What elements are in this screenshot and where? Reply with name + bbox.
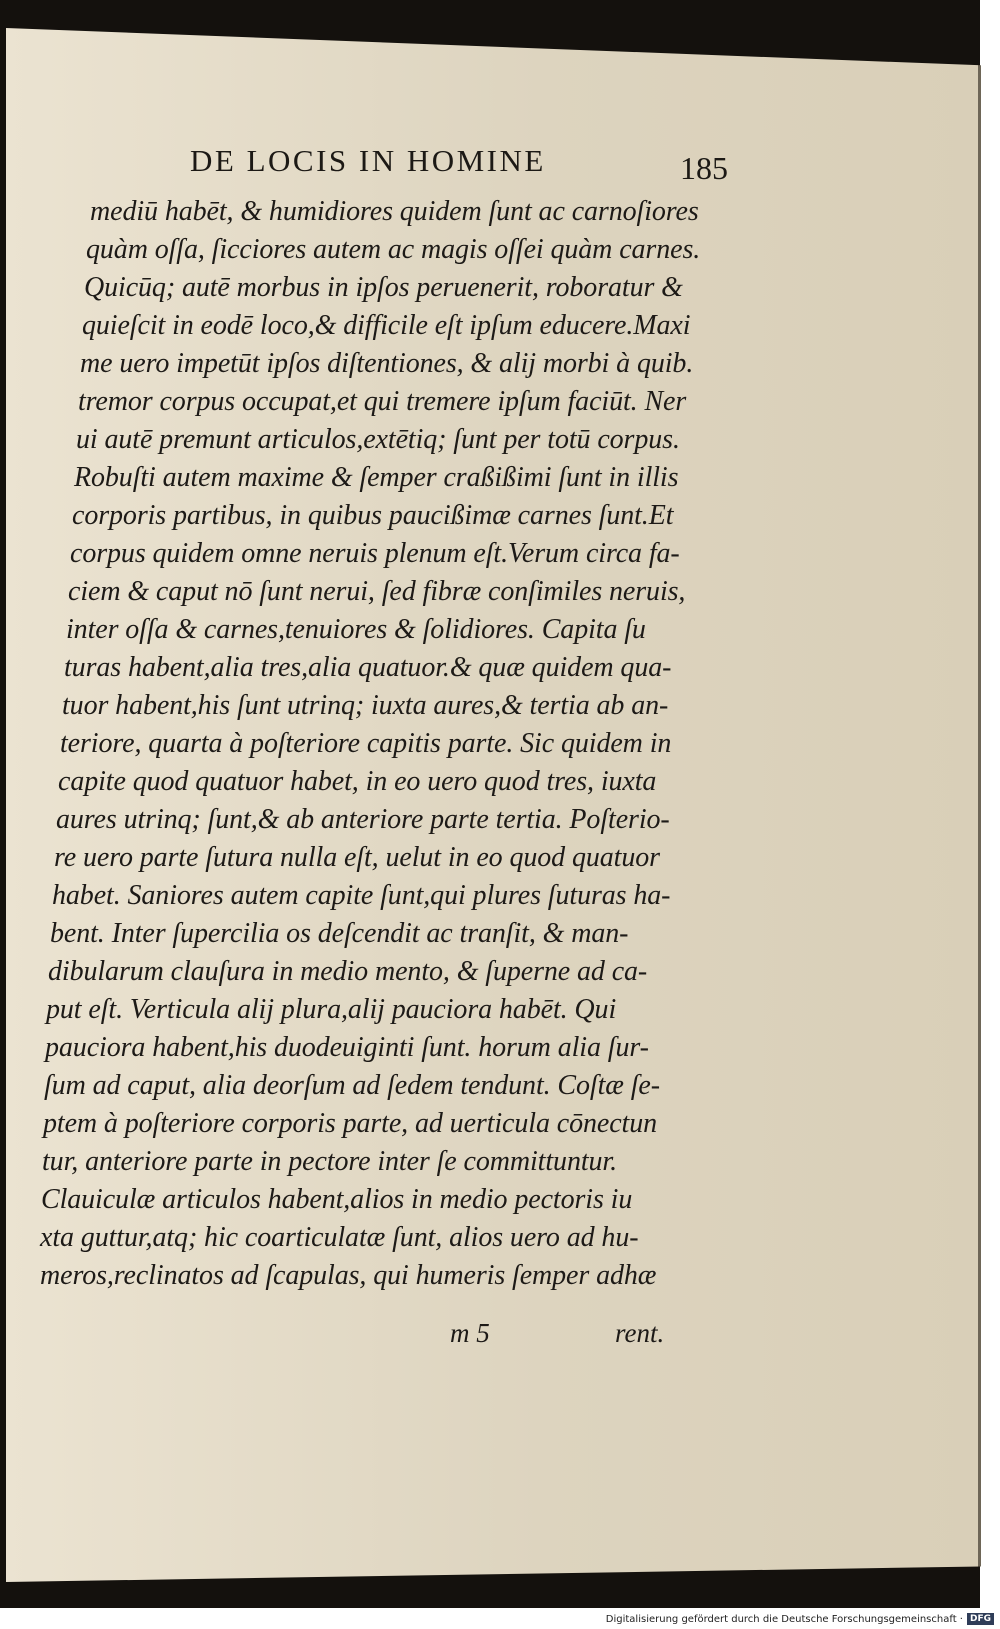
text-line: pauciora habent,his duodeuiginti ſunt. horum alia ſur- bbox=[45, 1032, 649, 1063]
text-line: Robuſti autem maxime & ſemper craßißimi ſunt in illis bbox=[74, 462, 679, 493]
text-line: xta guttur,atq; hic coarticulatæ ſunt, alios uero ad hu- bbox=[40, 1222, 639, 1253]
signature-mark: m 5 bbox=[450, 1318, 490, 1348]
text-line: turas habent,alia tres,alia quatuor.& quæ quidem qua- bbox=[64, 652, 672, 683]
text-line: mediū habēt, & humidiores quidem ſunt ac carnoſiores bbox=[90, 196, 699, 227]
digitization-credit bbox=[606, 1613, 994, 1625]
text-line: meros,reclinatos ad ſcapulas, qui humeris ſemper adhæ bbox=[40, 1260, 657, 1291]
running-header: DE LOCIS IN HOMINE bbox=[190, 143, 546, 178]
text-line: ciem & caput nō ſunt nerui, ſed fibræ conſimiles neruis, bbox=[68, 576, 686, 607]
text-line: bent. Inter ſupercilia os deſcendit ac tranſit, & man- bbox=[50, 918, 629, 949]
text-line: ui autē premunt articulos,extētiq; ſunt per totū corpus. bbox=[76, 424, 680, 455]
text-line: Quicūq; autē morbus in ipſos peruenerit, roboratur & bbox=[84, 272, 683, 303]
text-line: ſum ad caput, alia deorſum ad ſedem tendunt. Coſtæ ſe- bbox=[44, 1070, 660, 1101]
text-line: put eſt. Verticula alij plura,alij pauciora habēt. Qui bbox=[46, 994, 617, 1025]
text-line: dibularum clauſura in medio mento, & ſuperne ad ca- bbox=[48, 956, 648, 987]
text-line: tremor corpus occupat,et qui tremere ipſum faciūt. Ner bbox=[78, 386, 687, 417]
catchword: rent. bbox=[615, 1318, 665, 1348]
text-line: tur, anteriore parte in pectore inter ſe committuntur. bbox=[42, 1146, 618, 1177]
text-line: me uero impetūt ipſos diſtentiones, & alij morbi à quib. bbox=[80, 348, 694, 379]
text-line: corporis partibus, in quibus paucißimæ carnes ſunt.Et bbox=[72, 500, 674, 531]
text-line: habet. Saniores autem capite ſunt,qui plures ſuturas ha- bbox=[52, 880, 671, 911]
text-line: re uero parte ſutura nulla eſt, uelut in eo quod quatuor bbox=[54, 842, 660, 873]
text-line: capite quod quatuor habet, in eo uero quod tres, iuxta bbox=[58, 766, 657, 797]
text-line: aures utrinq; ſunt,& ab anteriore parte tertia. Poſterio- bbox=[56, 804, 670, 835]
text-line: quieſcit in eodē loco,& difficile eſt ipſum educere.Maxi bbox=[82, 310, 691, 341]
page-number: 185 bbox=[680, 150, 728, 186]
dfg-logo: DFG bbox=[967, 1613, 994, 1625]
text-line: ptem à poſteriore corporis parte, ad uerticula cōnectun bbox=[43, 1108, 658, 1139]
text-line: quàm oſſa, ſicciores autem ac magis oſſei quàm carnes. bbox=[86, 234, 701, 265]
text-line: inter oſſa & carnes,tenuiores & ſolidiores. Capita ſu bbox=[66, 614, 646, 645]
credit-text: Digitalisierung gefördert durch die Deutsche Forschungsgemeinschaft · bbox=[605, 1613, 963, 1625]
text-line: Clauiculæ articulos habent,alios in medio pectoris iu bbox=[41, 1184, 633, 1215]
text-line: corpus quidem omne neruis plenum eſt.Verum circa fa- bbox=[70, 538, 680, 569]
text-line: teriore, quarta à poſteriore capitis parte. Sic quidem in bbox=[60, 728, 672, 759]
text-line: tuor habent,his ſunt utrinq; iuxta aures,& tertia ab an- bbox=[62, 690, 669, 721]
